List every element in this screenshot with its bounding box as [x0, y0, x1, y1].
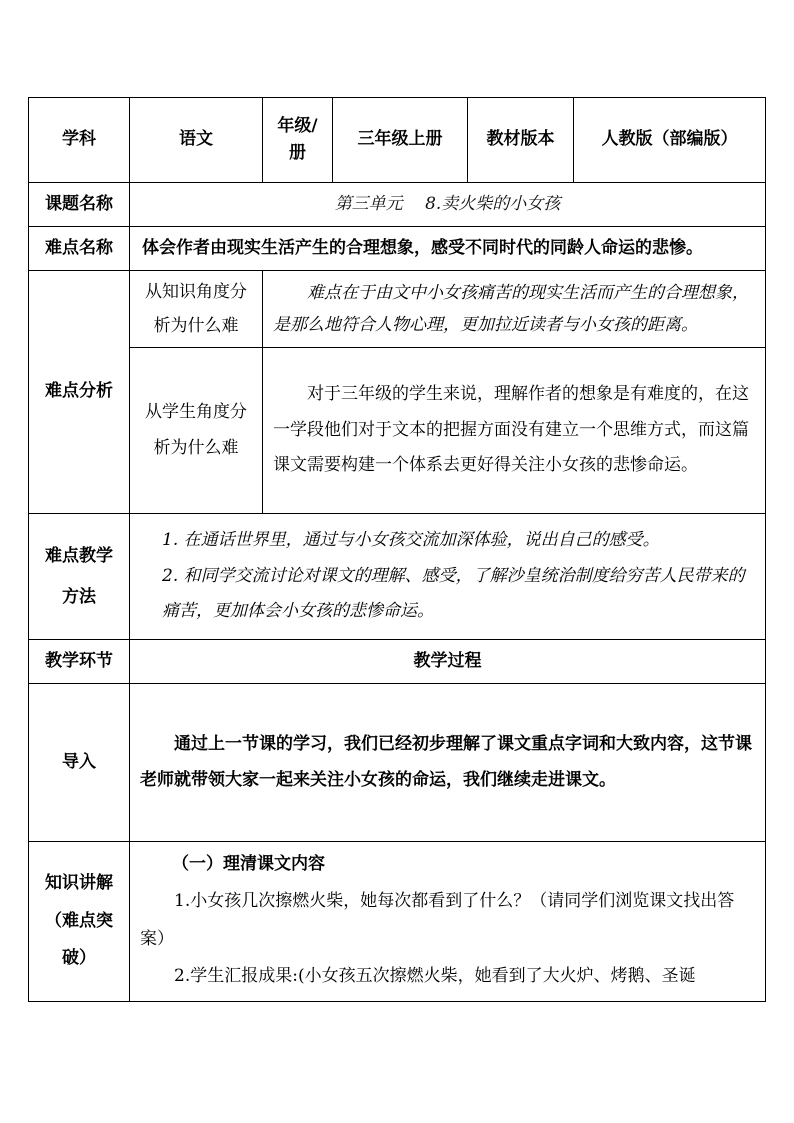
- edition-value: 人教版（部编版）: [574, 98, 766, 183]
- lesson-label: 课题名称: [29, 183, 130, 227]
- lesson-plan-table: [28, 97, 766, 1002]
- analysis-label: 难点分析: [29, 271, 130, 514]
- difficulty-text: 体会作者由现实生活产生的合理想象，感受不同时代的同龄人命运的悲惨。: [130, 227, 766, 271]
- subject-value: 语文: [130, 98, 263, 183]
- lesson-plan-sheet: [28, 97, 765, 1002]
- intro-label: 导入: [29, 684, 130, 842]
- knowledge-item-1: 1.小女孩几次擦燃火柴，她每次都看到了什么？（请同学们浏览课文找出答案）: [140, 891, 735, 949]
- lesson-title: 第三单元 8.卖火柴的小女孩: [130, 183, 766, 227]
- knowledge-label: 知识讲解（难点突破）: [29, 842, 130, 1002]
- difficulty-label: 难点名称: [29, 227, 130, 271]
- subject-label: 学科: [29, 98, 130, 183]
- header-row: [29, 98, 766, 183]
- difficulty-row: [29, 227, 766, 271]
- intro-row: [29, 684, 766, 842]
- method-row: [29, 514, 766, 640]
- knowledge-angle-label: 从知识角度分析为什么难: [130, 271, 263, 348]
- analysis-student-row: [29, 348, 766, 514]
- grade-label: 年级/册: [263, 98, 333, 183]
- stage-column-label: 教学环节: [29, 640, 130, 684]
- edition-label: 教材版本: [468, 98, 574, 183]
- process-header-row: [29, 640, 766, 684]
- knowledge-heading: （一）理清课文内容: [172, 854, 325, 874]
- intro-text: 通过上一节课的学习，我们已经初步理解了课文重点字词和大致内容，这节课老师就带领大家一起来关注小女孩的命运，我们继续走进课文。: [130, 684, 766, 842]
- analysis-knowledge-row: [29, 271, 766, 348]
- grade-value: 三年级上册: [333, 98, 468, 183]
- method-item-1: 1. 在通话世界里，通过与小女孩交流加深体验，说出自己的感受。: [162, 529, 660, 550]
- knowledge-content: [130, 842, 766, 1002]
- knowledge-angle-text: 难点在于由文中小女孩痛苦的现实生活而产生的合理想象，是那么地符合人物心理，更加拉近读者与小女孩的距离。: [263, 271, 766, 348]
- knowledge-row: [29, 842, 766, 1002]
- method-cell: [130, 514, 766, 640]
- student-angle-text: 对于三年级的学生来说，理解作者的想象是有难度的，在这一学段他们对于文本的把握方面没有建立一个思维方式，而这篇课文需要构建一个体系去更好得关注小女孩的悲惨命运。: [263, 348, 766, 514]
- method-item-2: 2. 和同学交流讨论对课文的理解、感受，了解沙皇统治制度给穷苦人民带来的痛苦，更加体会小女孩的悲惨命运。: [162, 565, 745, 622]
- method-label: 难点教学方法: [29, 514, 130, 640]
- knowledge-item-2: 2.学生汇报成果:(小女孩五次擦燃火柴，她看到了大火炉、烤鹅、圣诞: [174, 966, 696, 987]
- lesson-row: [29, 183, 766, 227]
- process-column-label: 教学过程: [130, 640, 766, 684]
- student-angle-label: 从学生角度分析为什么难: [130, 348, 263, 514]
